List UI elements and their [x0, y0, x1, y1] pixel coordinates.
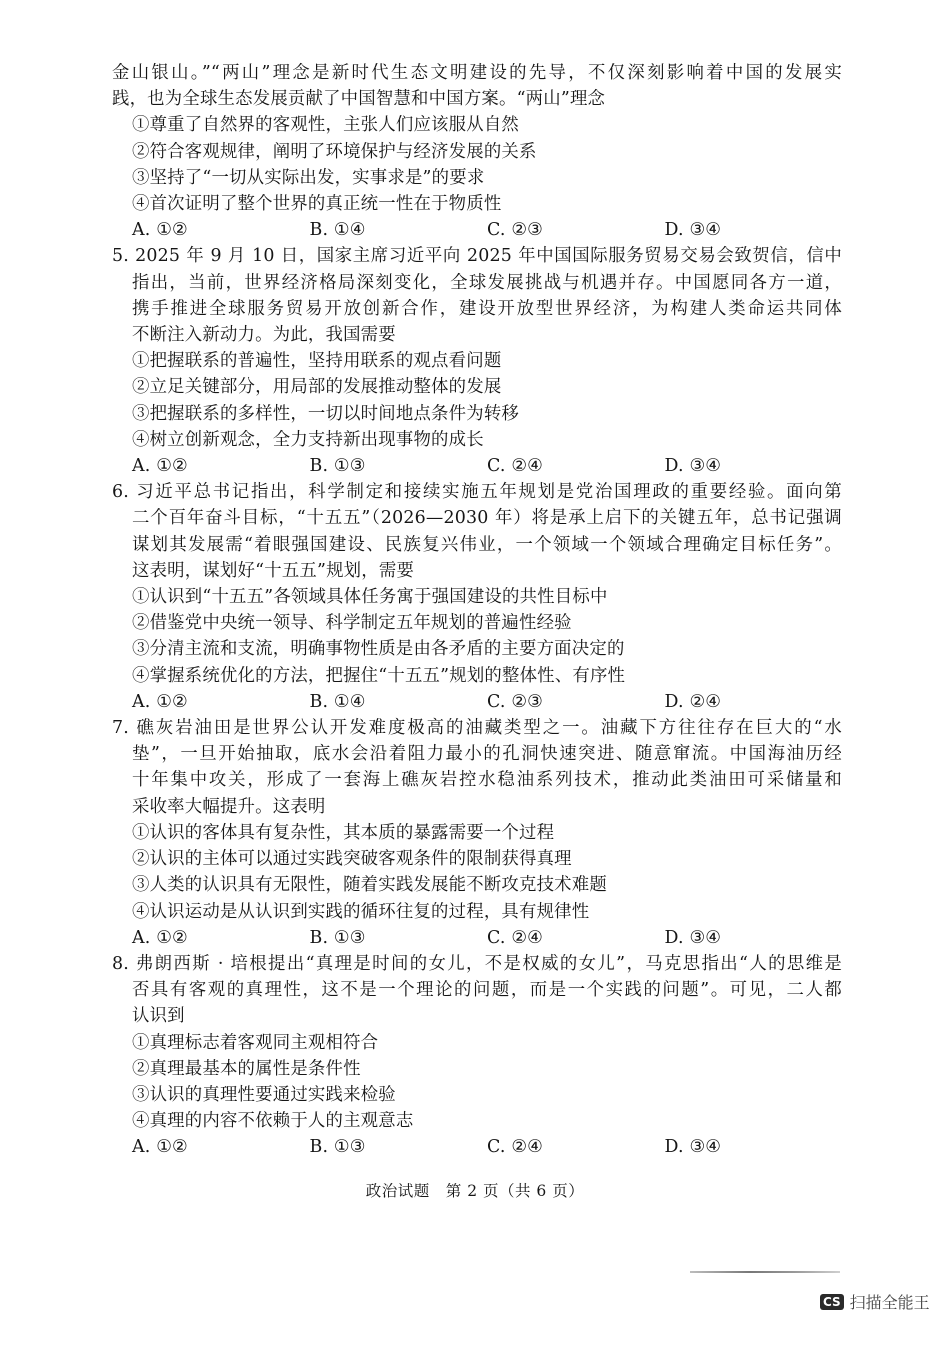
question-text-line: 否具有客观的真理性，这不是一个理论的问题，而是一个实践的问题”。可见，二人都 — [132, 980, 842, 1001]
question-text-line: 8. 弗朗西斯 · 培根提出“真理是时间的女儿，不是权威的女儿”，马克思指出“人的思维是 — [112, 953, 842, 974]
question-5 — [112, 243, 842, 479]
statement: ②立足关键部分，用局部的发展推动整体的发展 — [132, 377, 502, 398]
statement: ②借鉴党中央统一领导、科学制定五年规划的普遍性经验 — [132, 613, 572, 634]
statement: ②认识的主体可以通过实践突破客观条件的限制获得真理 — [132, 849, 572, 870]
question-6 — [112, 479, 842, 715]
exam-content — [112, 60, 842, 1161]
scanner-logo-icon: CS — [820, 1294, 844, 1310]
question-text-line: 谋划其发展需“着眼强国建设、民族复兴伟业，一个领域一个领域合理确定目标任务”。 — [132, 534, 842, 555]
question-text-line: 采收率大幅提升。这表明 — [132, 796, 326, 817]
option-c: C. ②④ — [487, 927, 543, 948]
answer-options — [112, 453, 842, 479]
statement: ③把握联系的多样性，一切以时间地点条件为转移 — [132, 403, 519, 424]
option-b: B. ①④ — [309, 220, 366, 241]
question-text-line: 指出，当前，世界经济格局深刻变化，全球发展挑战与机遇并存。中国愿同各方一道， — [132, 272, 842, 293]
option-d: D. ③④ — [664, 1137, 722, 1158]
question-text-line: 垫”，一旦开始抽取，底水会沿着阻力最小的孔洞快速突进、随意窜流。中国海油历经 — [132, 744, 842, 765]
option-d: D. ③④ — [664, 456, 722, 477]
answer-options — [112, 925, 842, 951]
question-text-line: 携手推进全球服务贸易开放创新合作，建设开放型世界经济，为构建人类命运共同体 — [132, 298, 842, 319]
option-a: A. ①② — [132, 927, 188, 948]
statement: ③人类的认识具有无限性，随着实践发展能不断攻克技术难题 — [132, 875, 607, 896]
statement: ③坚持了“一切从实际出发，实事求是”的要求 — [132, 167, 485, 188]
question-text-line: 5. 2025 年 9 月 10 日，国家主席习近平向 2025 年中国国际服务贸易交易会致贺信，信中 — [112, 246, 842, 267]
statement: ④首次证明了整个世界的真正统一性在于物质性 — [132, 194, 502, 215]
option-a: A. ①② — [132, 456, 188, 477]
option-a: A. ①② — [132, 1137, 188, 1158]
option-c: C. ②③ — [487, 691, 543, 712]
question-text-line: 不断注入新动力。为此，我国需要 — [132, 325, 396, 346]
question-text-line: 二个百年奋斗目标，“十五五”（2026—2030 年）将是承上启下的关键五年，总书记强调 — [132, 508, 842, 529]
statement: ③分清主流和支流，明确事物性质是由各矛盾的主要方面决定的 — [132, 639, 625, 660]
question-text-line: 金山银山。”“两山”理念是新时代生态文明建设的先导，不仅深刻影响着中国的发展实 — [112, 63, 842, 83]
option-a: A. ①② — [132, 220, 188, 241]
scan-artifact-line — [690, 1271, 840, 1273]
question-text-line: 践，也为全球生态发展贡献了中国智慧和中国方案。“两山”理念 — [112, 89, 606, 110]
statement: ④认识运动是从认识到实践的循环往复的过程，具有规律性 — [132, 901, 590, 922]
statement: ①真理标志着客观同主观相符合 — [132, 1032, 379, 1053]
question-text-line: 十年集中攻关，形成了一套海上礁灰岩控水稳油系列技术，推动此类油田可采储量和 — [132, 770, 842, 791]
question-4-tail — [112, 60, 842, 243]
statement: ②符合客观规律，阐明了环境保护与经济发展的关系 — [132, 141, 537, 162]
answer-options — [112, 1134, 842, 1160]
option-c: C. ②④ — [487, 456, 543, 477]
scanner-watermark — [820, 1290, 950, 1312]
option-d: D. ③④ — [664, 927, 722, 948]
question-7 — [112, 715, 842, 951]
statement: ④真理的内容不依赖于人的主观意志 — [132, 1111, 414, 1132]
option-b: B. ①④ — [309, 691, 366, 712]
option-a: A. ①② — [132, 691, 188, 712]
statement: ①把握联系的普遍性，坚持用联系的观点看问题 — [132, 351, 502, 372]
statement: ②真理最基本的属性是条件性 — [132, 1058, 361, 1079]
option-b: B. ①③ — [309, 456, 366, 477]
statement: ①尊重了自然界的客观性，主张人们应该服从自然 — [132, 115, 519, 136]
answer-options — [112, 217, 842, 243]
question-text-line: 认识到 — [132, 1006, 185, 1027]
page-footer: 政治试题 第 2 页（共 6 页） — [365, 1182, 585, 1200]
question-text-line: 6. 习近平总书记指出，科学制定和接续实施五年规划是党治国理政的重要经验。面向第 — [112, 482, 842, 503]
question-text-line: 7. 礁灰岩油田是世界公认开发难度极高的油藏类型之一。油藏下方往往存在巨大的“水 — [112, 718, 842, 739]
question-text-line: 这表明，谋划好“十五五”规划，需要 — [132, 560, 415, 581]
statement: ④掌握系统优化的方法，把握住“十五五”规划的整体性、有序性 — [132, 665, 626, 686]
scanner-watermark-text: 扫描全能王 — [849, 1293, 930, 1312]
option-b: B. ①③ — [309, 1137, 366, 1158]
statement: ③认识的真理性要通过实践来检验 — [132, 1084, 396, 1105]
option-d: D. ③④ — [664, 220, 722, 241]
question-8 — [112, 951, 842, 1161]
option-b: B. ①③ — [309, 927, 366, 948]
option-c: C. ②④ — [487, 1137, 543, 1158]
statement: ④树立创新观念，全力支持新出现事物的成长 — [132, 429, 484, 450]
answer-options — [112, 689, 842, 715]
statement: ①认识到“十五五”各领域具体任务寓于强国建设的共性目标中 — [132, 587, 608, 608]
option-c: C. ②③ — [487, 220, 543, 241]
option-d: D. ②④ — [664, 691, 722, 712]
statement: ①认识的客体具有复杂性，其本质的暴露需要一个过程 — [132, 822, 555, 843]
